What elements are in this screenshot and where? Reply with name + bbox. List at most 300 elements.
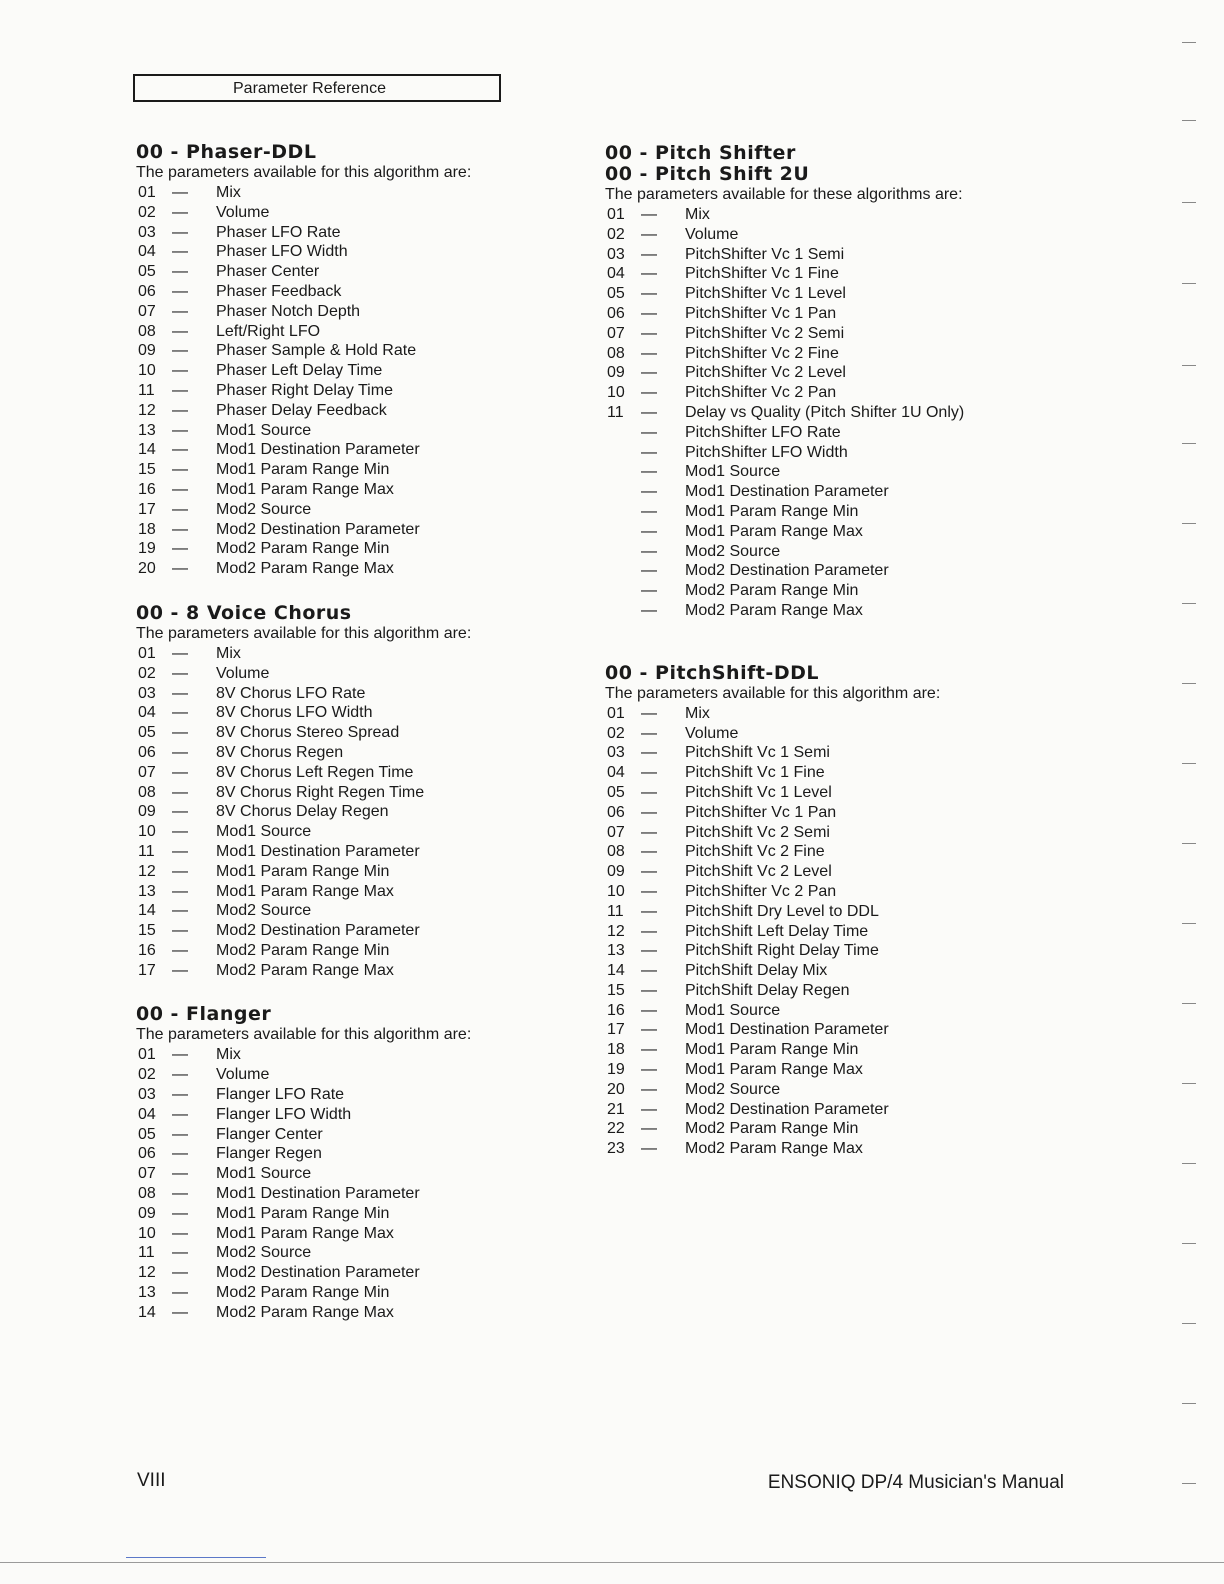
section-intro: The parameters available for this algorithm are:	[136, 624, 472, 642]
page-header-title: Parameter Reference	[233, 80, 386, 97]
parameter-row	[136, 500, 556, 520]
parameter-name: Mod2 Source	[216, 1244, 312, 1262]
parameter-row	[136, 183, 556, 203]
parameter-number: 13	[138, 1284, 156, 1302]
parameter-row	[605, 981, 1045, 1001]
parameter-number: 11	[607, 902, 624, 920]
parameter-number: 17	[138, 500, 156, 518]
section-intro: The parameters available for this algorithm are:	[605, 684, 941, 702]
section-pitch-shifter	[605, 143, 1045, 621]
parameter-row	[136, 901, 556, 921]
parameter-dash: —	[641, 843, 657, 861]
parameter-row	[605, 902, 1045, 922]
parameter-row	[136, 341, 556, 361]
parameter-row	[605, 803, 1045, 823]
parameter-row	[605, 264, 1045, 284]
parameter-dash: —	[172, 803, 188, 821]
parameter-name: Mod1 Param Range Max	[216, 480, 394, 498]
parameter-number: 02	[138, 664, 156, 682]
parameter-number: 05	[138, 263, 156, 281]
parameter-name: Mod1 Source	[216, 421, 312, 439]
parameter-row	[605, 205, 1045, 225]
parameter-name: Phaser Center	[216, 263, 320, 281]
parameter-number: 09	[138, 1204, 156, 1222]
parameter-name: PitchShift Right Delay Time	[685, 942, 879, 960]
parameter-number: 13	[607, 942, 625, 960]
parameter-number: 01	[138, 644, 156, 662]
parameter-row	[605, 922, 1045, 942]
page-header-box	[133, 74, 501, 102]
parameter-name: 8V Chorus LFO Width	[216, 704, 373, 722]
parameter-number: 07	[607, 324, 625, 342]
parameter-dash: —	[172, 322, 188, 340]
parameter-name: Left/Right LFO	[216, 322, 321, 340]
parameter-name: PitchShift Delay Mix	[685, 962, 828, 980]
parameter-name: Phaser Feedback	[216, 282, 342, 300]
parameter-dash: —	[172, 1105, 188, 1123]
parameter-number: 01	[138, 184, 156, 201]
parameter-dash: —	[172, 243, 188, 261]
parameter-name: Mod1 Param Range Min	[685, 502, 859, 520]
parameter-name: PitchShifter LFO Width	[685, 443, 848, 461]
parameter-number: 06	[607, 304, 625, 322]
parameter-number: 05	[607, 285, 625, 303]
parameter-number: 14	[138, 1303, 156, 1321]
parameter-number: 17	[138, 961, 156, 979]
parameter-dash: —	[172, 461, 188, 479]
parameter-dash: —	[172, 184, 188, 201]
parameter-number: 10	[607, 882, 625, 900]
parameter-row	[136, 1224, 556, 1244]
parameter-row	[136, 282, 556, 302]
parameter-dash: —	[641, 364, 657, 382]
parameter-number: 12	[138, 862, 156, 880]
parameter-row	[605, 842, 1045, 862]
parameter-name: Mod2 Param Range Min	[685, 582, 859, 600]
parameter-dash: —	[641, 265, 657, 283]
parameter-row	[605, 443, 1045, 463]
parameter-name: Mod1 Param Range Max	[216, 1224, 394, 1242]
parameter-name: Mod2 Param Range Min	[216, 941, 390, 959]
parameter-dash: —	[641, 423, 657, 441]
parameter-row	[136, 882, 556, 902]
section-title-secondary: 00 - Pitch Shift 2U	[605, 163, 810, 185]
parameter-name: Volume	[685, 724, 739, 742]
parameter-row	[136, 302, 556, 322]
parameter-dash: —	[172, 540, 188, 558]
parameter-row	[136, 203, 556, 223]
parameter-number: 07	[607, 823, 625, 841]
parameter-dash: —	[641, 882, 657, 900]
parameter-name: PitchShifter Vc 2 Pan	[685, 384, 837, 402]
parameter-name: Phaser Notch Depth	[216, 302, 361, 320]
parameter-name: Mod2 Source	[685, 542, 781, 560]
parameter-number: 09	[138, 803, 156, 821]
parameter-row	[605, 344, 1045, 364]
parameter-dash: —	[641, 245, 657, 263]
parameter-row	[136, 1105, 556, 1125]
parameter-dash: —	[172, 480, 188, 498]
parameter-dash: —	[641, 304, 657, 322]
parameter-name: Mod1 Param Range Min	[216, 1204, 390, 1222]
section-title: 00 - PitchShift-DDL	[605, 661, 819, 684]
parameter-number: 12	[138, 1264, 156, 1282]
parameter-dash: —	[172, 783, 188, 801]
parameter-row	[605, 363, 1045, 383]
parameter-number: 20	[138, 560, 156, 578]
parameter-name: Phaser Sample & Hold Rate	[216, 342, 417, 360]
parameter-dash: —	[172, 1165, 188, 1183]
parameter-number: 08	[138, 1185, 156, 1203]
parameter-name: PitchShift Left Delay Time	[685, 922, 869, 940]
parameter-name: Mix	[216, 644, 241, 662]
parameter-dash: —	[172, 421, 188, 439]
parameter-name: PitchShift Vc 2 Fine	[685, 843, 825, 861]
section-title: 00 - Pitch Shifter	[605, 142, 796, 164]
parameter-name: PitchShifter Vc 1 Level	[685, 285, 846, 303]
parameter-list	[605, 704, 1045, 1159]
parameter-row	[136, 262, 556, 282]
parameter-row	[605, 383, 1045, 403]
parameter-number: 12	[607, 922, 625, 940]
parameter-dash: —	[172, 401, 188, 419]
parameter-row	[605, 1040, 1045, 1060]
parameter-dash: —	[172, 763, 188, 781]
parameter-dash: —	[641, 542, 657, 560]
parameter-name: 8V Chorus Regen	[216, 743, 344, 761]
parameter-list	[136, 183, 556, 579]
parameter-number: 14	[138, 441, 156, 459]
parameter-dash: —	[172, 223, 188, 241]
parameter-number: 07	[138, 763, 156, 781]
parameter-row	[136, 381, 556, 401]
parameter-name: Volume	[216, 664, 270, 682]
parameter-number: 08	[138, 783, 156, 801]
parameter-row	[605, 403, 1045, 423]
parameter-name: Mix	[216, 184, 241, 201]
parameter-name: Mod2 Param Range Max	[685, 1140, 863, 1158]
parameter-number: 04	[607, 764, 625, 782]
parameter-row	[136, 842, 556, 862]
parameter-number: 06	[138, 1145, 156, 1163]
parameter-row	[605, 941, 1045, 961]
parameter-number: 21	[607, 1100, 625, 1118]
section-title: 00 - Phaser-DDL	[136, 141, 317, 163]
parameter-number: 20	[607, 1080, 625, 1098]
parameter-dash: —	[641, 783, 657, 801]
parameter-dash: —	[641, 206, 657, 223]
parameter-number: 11	[138, 1244, 155, 1262]
parameter-row	[136, 559, 556, 579]
parameter-name: Mod1 Destination Parameter	[685, 1021, 889, 1039]
parameter-row	[136, 440, 556, 460]
parameter-name: PitchShifter Vc 2 Fine	[685, 344, 839, 362]
parameter-dash: —	[172, 1204, 188, 1222]
parameter-name: Mod1 Destination Parameter	[685, 483, 889, 501]
parameter-number: 14	[607, 962, 625, 980]
parameter-dash: —	[172, 1145, 188, 1163]
parameter-name: Mod2 Source	[216, 500, 312, 518]
parameter-name: 8V Chorus Left Regen Time	[216, 763, 414, 781]
parameter-number: 02	[138, 203, 156, 221]
parameter-number: 14	[138, 902, 156, 920]
parameter-name: Mod2 Destination Parameter	[216, 922, 420, 940]
parameter-dash: —	[172, 941, 188, 959]
parameter-row	[605, 462, 1045, 482]
parameter-number: 16	[138, 480, 156, 498]
parameter-row	[136, 539, 556, 559]
parameter-row	[605, 724, 1045, 744]
parameter-row	[605, 482, 1045, 502]
binding-margin-marks	[1164, 0, 1224, 1584]
parameter-row	[136, 322, 556, 342]
parameter-row	[605, 1020, 1045, 1040]
parameter-row	[136, 763, 556, 783]
parameter-dash: —	[641, 1001, 657, 1019]
parameter-dash: —	[172, 644, 188, 662]
parameter-name: Volume	[216, 203, 270, 221]
parameter-row	[605, 542, 1045, 562]
parameter-name: Volume	[216, 1066, 270, 1084]
parameter-dash: —	[172, 704, 188, 722]
section-intro: The parameters available for these algorithms are:	[605, 186, 963, 203]
parameter-name: Mod1 Source	[685, 1001, 781, 1019]
parameter-number: 05	[607, 783, 625, 801]
parameter-row	[605, 1060, 1045, 1080]
parameter-dash: —	[172, 823, 188, 841]
parameter-dash: —	[172, 842, 188, 860]
parameter-number: 02	[607, 724, 625, 742]
parameter-dash: —	[641, 1080, 657, 1098]
parameter-name: PitchShifter Vc 2 Pan	[685, 882, 837, 900]
parameter-row	[605, 522, 1045, 542]
parameter-dash: —	[641, 764, 657, 782]
parameter-dash: —	[641, 922, 657, 940]
parameter-dash: —	[641, 384, 657, 402]
parameter-number: 01	[607, 206, 625, 223]
parameter-dash: —	[641, 823, 657, 841]
parameter-row	[605, 862, 1045, 882]
parameter-dash: —	[172, 922, 188, 940]
parameter-number: 10	[138, 362, 156, 380]
parameter-number: 16	[138, 941, 156, 959]
parameter-row	[136, 921, 556, 941]
parameter-name: PitchShifter LFO Rate	[685, 423, 841, 441]
parameter-name: Mod2 Param Range Max	[216, 1303, 394, 1321]
parameter-name: PitchShift Vc 1 Semi	[685, 744, 830, 762]
parameter-name: Mod2 Destination Parameter	[685, 1100, 889, 1118]
parameter-dash: —	[172, 1185, 188, 1203]
parameter-dash: —	[172, 664, 188, 682]
parameter-dash: —	[172, 263, 188, 281]
parameter-number: 02	[607, 225, 625, 243]
parameter-dash: —	[641, 582, 657, 600]
parameter-number: 06	[607, 803, 625, 821]
parameter-name: 8V Chorus Delay Regen	[216, 803, 389, 821]
parameter-row	[605, 961, 1045, 981]
parameter-list	[136, 1045, 556, 1322]
parameter-name: PitchShift Delay Regen	[685, 981, 850, 999]
parameter-row	[605, 304, 1045, 324]
parameter-row	[605, 763, 1045, 783]
parameter-dash: —	[172, 560, 188, 578]
parameter-number: 09	[607, 863, 625, 881]
parameter-number: 05	[138, 724, 156, 742]
parameter-row	[605, 225, 1045, 245]
parameter-row	[136, 421, 556, 441]
parameter-row	[605, 581, 1045, 601]
parameter-name: Mix	[216, 1046, 241, 1064]
parameter-name: Mod2 Param Range Min	[216, 540, 390, 558]
parameter-row	[136, 1303, 556, 1323]
parameter-row	[136, 783, 556, 803]
parameter-row	[136, 664, 556, 684]
parameter-number: 01	[607, 704, 625, 722]
parameter-dash: —	[172, 961, 188, 979]
parameter-dash: —	[641, 344, 657, 362]
parameter-number: 19	[607, 1061, 625, 1079]
parameter-row	[605, 1139, 1045, 1159]
parameter-row	[136, 1243, 556, 1263]
parameter-number: 04	[138, 1105, 156, 1123]
parameter-row	[136, 862, 556, 882]
parameter-number: 04	[138, 704, 156, 722]
parameter-dash: —	[172, 1086, 188, 1104]
parameter-name: PitchShifter Vc 1 Semi	[685, 245, 845, 263]
parameter-name: Mod2 Source	[685, 1080, 781, 1098]
parameter-name: Mod1 Param Range Max	[685, 1061, 863, 1079]
parameter-dash: —	[641, 1140, 657, 1158]
parameter-row	[136, 242, 556, 262]
parameter-name: Delay vs Quality (Pitch Shifter 1U Only)	[685, 403, 965, 421]
right-column	[605, 143, 1045, 1183]
parameter-name: Mix	[685, 206, 710, 223]
parameter-dash: —	[641, 724, 657, 742]
section-flanger	[136, 1004, 556, 1322]
parameter-number: 03	[607, 744, 625, 762]
parameter-dash: —	[172, 684, 188, 702]
parameter-row	[605, 743, 1045, 763]
parameter-dash: —	[172, 441, 188, 459]
parameter-name: Flanger Center	[216, 1125, 323, 1143]
parameter-name: PitchShifter Vc 1 Fine	[685, 265, 839, 283]
parameter-number: 06	[138, 282, 156, 300]
parameter-name: Mod1 Param Range Min	[216, 461, 390, 479]
parameter-dash: —	[641, 704, 657, 722]
parameter-name: PitchShift Vc 2 Level	[685, 863, 832, 881]
parameter-row	[605, 1001, 1045, 1021]
parameter-row	[605, 1100, 1045, 1120]
parameter-number: 10	[138, 1224, 156, 1242]
parameter-dash: —	[172, 1224, 188, 1242]
parameter-row	[136, 1125, 556, 1145]
parameter-row	[136, 223, 556, 243]
parameter-dash: —	[172, 520, 188, 538]
parameter-row	[605, 704, 1045, 724]
parameter-dash: —	[641, 1061, 657, 1079]
parameter-number: 15	[607, 981, 625, 999]
parameter-dash: —	[641, 942, 657, 960]
parameter-number: 10	[607, 384, 625, 402]
parameter-row	[605, 245, 1045, 265]
parameter-row	[605, 601, 1045, 621]
section-title: 00 - Flanger	[136, 1003, 272, 1026]
parameter-row	[136, 684, 556, 704]
parameter-row	[136, 460, 556, 480]
parameter-dash: —	[172, 282, 188, 300]
parameter-number: 13	[138, 421, 156, 439]
parameter-number: 07	[138, 302, 156, 320]
parameter-name: Mod2 Param Range Min	[216, 1284, 390, 1302]
parameter-name: Flanger Regen	[216, 1145, 322, 1163]
parameter-row	[136, 1065, 556, 1085]
parameter-name: Mod2 Destination Parameter	[685, 562, 889, 580]
parameter-dash: —	[641, 601, 657, 619]
parameter-name: Mod1 Destination Parameter	[216, 1185, 420, 1203]
parameter-row	[136, 822, 556, 842]
manual-title: ENSONIQ DP/4 Musician's Manual	[767, 1472, 1064, 1493]
parameter-name: PitchShifter Vc 1 Pan	[685, 304, 837, 322]
parameter-row	[136, 644, 556, 664]
parameter-name: Flanger LFO Rate	[216, 1086, 345, 1104]
parameter-number: 04	[607, 265, 625, 283]
parameter-number: 11	[138, 842, 155, 860]
parameter-name: PitchShift Dry Level to DDL	[685, 902, 879, 920]
parameter-name: Mod1 Param Range Min	[685, 1041, 859, 1059]
parameter-name: PitchShifter Vc 2 Semi	[685, 324, 845, 342]
parameter-list	[605, 205, 1045, 621]
parameter-dash: —	[641, 324, 657, 342]
parameter-name: Phaser LFO Width	[216, 243, 348, 261]
parameter-dash: —	[641, 1100, 657, 1118]
parameter-dash: —	[641, 443, 657, 461]
parameter-dash: —	[641, 225, 657, 243]
parameter-name: Mod2 Param Range Min	[685, 1120, 859, 1138]
parameter-row	[605, 783, 1045, 803]
parameter-row	[136, 941, 556, 961]
parameter-row	[605, 423, 1045, 443]
parameter-row	[136, 723, 556, 743]
parameter-dash: —	[641, 483, 657, 501]
section-intro: The parameters available for this algorithm are:	[136, 1026, 472, 1044]
parameter-dash: —	[641, 962, 657, 980]
parameter-row	[605, 1119, 1045, 1139]
parameter-number: 18	[138, 520, 156, 538]
parameter-row	[605, 284, 1045, 304]
parameter-name: Phaser Right Delay Time	[216, 381, 393, 399]
parameter-name: Phaser Left Delay Time	[216, 362, 383, 380]
parameter-number: 11	[138, 381, 155, 399]
parameter-number: 08	[607, 843, 625, 861]
section-title: 00 - 8 Voice Chorus	[136, 601, 352, 624]
parameter-name: Mod2 Param Range Max	[216, 560, 394, 578]
parameter-dash: —	[172, 500, 188, 518]
section-phaser-ddl	[136, 142, 556, 579]
parameter-name: Mix	[685, 704, 710, 722]
parameter-name: 8V Chorus LFO Rate	[216, 684, 366, 702]
parameter-name: 8V Chorus Right Regen Time	[216, 783, 425, 801]
parameter-row	[136, 1283, 556, 1303]
parameter-dash: —	[172, 1125, 188, 1143]
parameter-dash: —	[641, 463, 657, 481]
parameter-number: 15	[138, 461, 156, 479]
parameter-dash: —	[172, 743, 188, 761]
parameter-name: Volume	[685, 225, 739, 243]
parameter-dash: —	[172, 862, 188, 880]
parameter-number: 18	[607, 1041, 625, 1059]
parameter-number: 10	[138, 823, 156, 841]
parameter-row	[605, 823, 1045, 843]
